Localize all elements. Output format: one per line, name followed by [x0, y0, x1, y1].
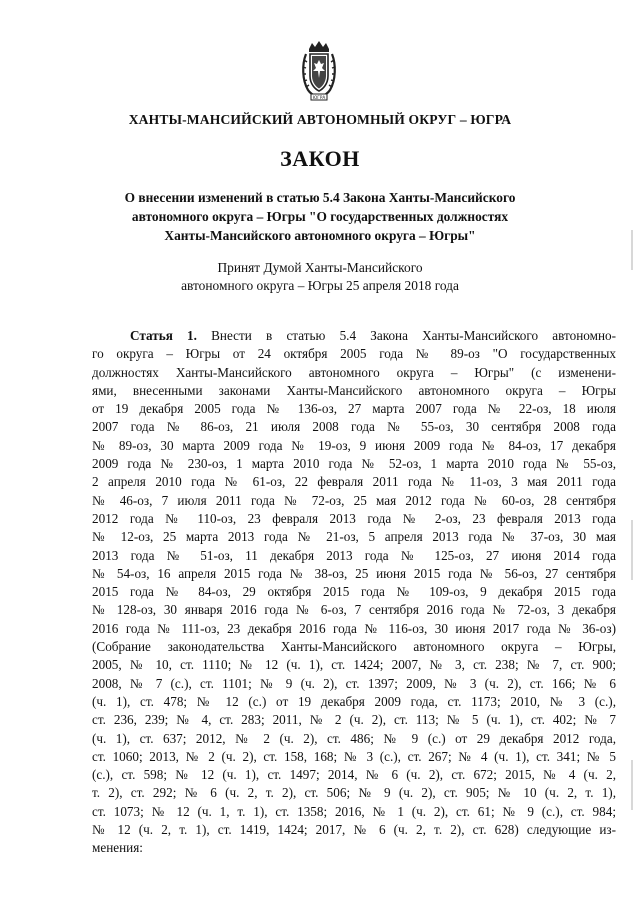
article-text-line: ст. 236, 239; № 4, ст. 283; 2011, № 2 (ч. 2), ст. 113; № 5 (ч. 1), ст. 402; № 7	[92, 712, 616, 728]
article-text-line: от 19 декабря 2005 года № 136-оз, 27 марта 2007 года № 22-оз, 18 июля	[92, 401, 616, 417]
scan-margin-mark	[631, 760, 633, 810]
law-subject	[60, 188, 580, 245]
article-text-line: т. 2), ст. 292; № 6 (ч. 2, т. 2), ст. 506; № 9 (ч. 2), ст. 905; № 10 (ч. 2, т. 1),	[92, 785, 616, 801]
article-text-line: 2016 года № 111-оз, 23 декабря 2016 года № 116-оз, 30 июня 2017 года № 36-оз)	[92, 620, 616, 636]
scan-margin-mark	[631, 520, 633, 580]
region-name: ХАНТЫ-МАНСИЙСКИЙ АВТОНОМНЫЙ ОКРУГ – ЮГРА	[128, 112, 512, 127]
article-text-line: го округа – Югры от 24 октября 2005 года № 89-оз "О государственных	[92, 346, 616, 362]
coat-of-arms-emblem	[300, 40, 338, 102]
article-label: Статья 1.	[130, 328, 197, 343]
subject-line: О внесении изменений в статью 5.4 Закона Ханты-Мансийского	[124, 190, 516, 205]
article-text-line: 2013 года № 51-оз, 11 декабря 2013 года № 125-оз, 27 июня 2014 года	[92, 547, 616, 563]
subject-line: Ханты-Мансийского автономного округа – Югры"	[164, 228, 476, 243]
article-first-line-text: Внести в статью 5.4 Закона Ханты-Мансийского автономно-	[196, 328, 616, 343]
article-text-line: 2015 года № 84-оз, 29 октября 2015 года № 109-оз, 9 декабря 2015 года	[92, 584, 616, 600]
article-text-line: № 89-оз, 30 марта 2009 года № 19-оз, 9 июня 2009 года № 84-оз, 17 декабря	[92, 437, 616, 453]
article-text-line: (ч. 1), ст. 478; № 12 (с.) от 19 декабря 2009 года, ст. 1173; 2010, № 3 (с.),	[92, 693, 616, 709]
article-text-line: (ч. 1), ст. 637; 2012, № 2 (ч. 2), ст. 486; № 9 (с.) от 29 декабря 2012 года,	[92, 730, 616, 746]
scan-margin-mark	[631, 230, 633, 270]
article-text-line: № 12-оз, 25 марта 2013 года № 21-оз, 5 апреля 2013 года № 37-оз, 30 мая	[92, 529, 616, 545]
article-1-body	[92, 327, 616, 858]
article-text-line: 2009 года № 230-оз, 1 марта 2010 года № 52-оз, 1 марта 2010 года № 55-оз,	[92, 456, 616, 472]
article-text-line: № 46-оз, 7 июля 2011 года № 72-оз, 25 мая 2012 года № 60-оз, 28 сентября	[92, 492, 616, 508]
document-title: ЗАКОН	[280, 146, 360, 171]
article-text-line: № 128-оз, 30 января 2016 года № 6-оз, 7 сентября 2016 года № 72-оз, 3 декабря	[92, 602, 616, 618]
adoption-note	[100, 259, 540, 295]
adoption-line: автономного округа – Югры 25 апреля 2018 года	[181, 278, 459, 293]
article-text-line: № 12 (ч. 2, т. 1), ст. 1419, 1424; 2017, № 6 (ч. 2, т. 2), ст. 628) следующие из-	[92, 822, 616, 838]
article-first-line	[92, 327, 616, 345]
article-text-line: менения:	[92, 840, 143, 856]
article-text-line: № 54-оз, 16 апреля 2015 года № 38-оз, 25 июня 2015 года № 56-оз, 27 сентября	[92, 565, 616, 581]
article-text-line: (Собрание законодательства Ханты-Мансийского автономного округа – Югры,	[92, 639, 616, 655]
article-text-line: ст. 1060; 2013, № 2 (ч. 2), ст. 158, 168; № 3 (с.), ст. 267; № 4 (ч. 1), ст. 341; № 5	[92, 748, 616, 764]
subject-line: автономного округа – Югры "О государственных должностях	[131, 209, 509, 224]
svg-text:ЮГРА: ЮГРА	[312, 95, 326, 100]
article-text-line: 2012 года № 110-оз, 23 февраля 2013 года № 2-оз, 23 февраля 2013 года	[92, 510, 616, 526]
article-text-line: ями, внесенными законами Ханты-Мансийского автономного округа – Югры	[92, 382, 616, 398]
article-text-line: 2007 года № 86-оз, 21 июля 2008 года № 55-оз, 30 сентября 2008 года	[92, 419, 616, 435]
adoption-line: Принят Думой Ханты-Мансийского	[217, 260, 423, 275]
article-text-line: 2 апреля 2010 года № 61-оз, 22 февраля 2011 года № 11-оз, 3 мая 2011 года	[92, 474, 616, 490]
article-text-line: (с.), ст. 598; № 12 (ч. 1), ст. 1497; 2014, № 6 (ч. 2), ст. 672; 2015, № 4 (ч. 2,	[92, 767, 616, 783]
article-text-line: 2005, № 10, ст. 1110; № 12 (ч. 1), ст. 1424; 2007, № 3, ст. 238; № 7, ст. 900;	[92, 657, 616, 673]
article-text-line: 2008, № 7 (с.), ст. 1101; № 9 (ч. 2), ст. 1397; 2009, № 3 (ч. 2), ст. 166; № 6	[92, 675, 616, 691]
article-text-line: ст. 1073; № 12 (ч. 1, т. 1), ст. 1358; 2016, № 1 (ч. 2), ст. 61; № 9 (с.), ст. 984;	[92, 803, 616, 819]
article-text-line: должностях Ханты-Мансийского автономного округа – Югры" (с изменени-	[92, 364, 616, 380]
